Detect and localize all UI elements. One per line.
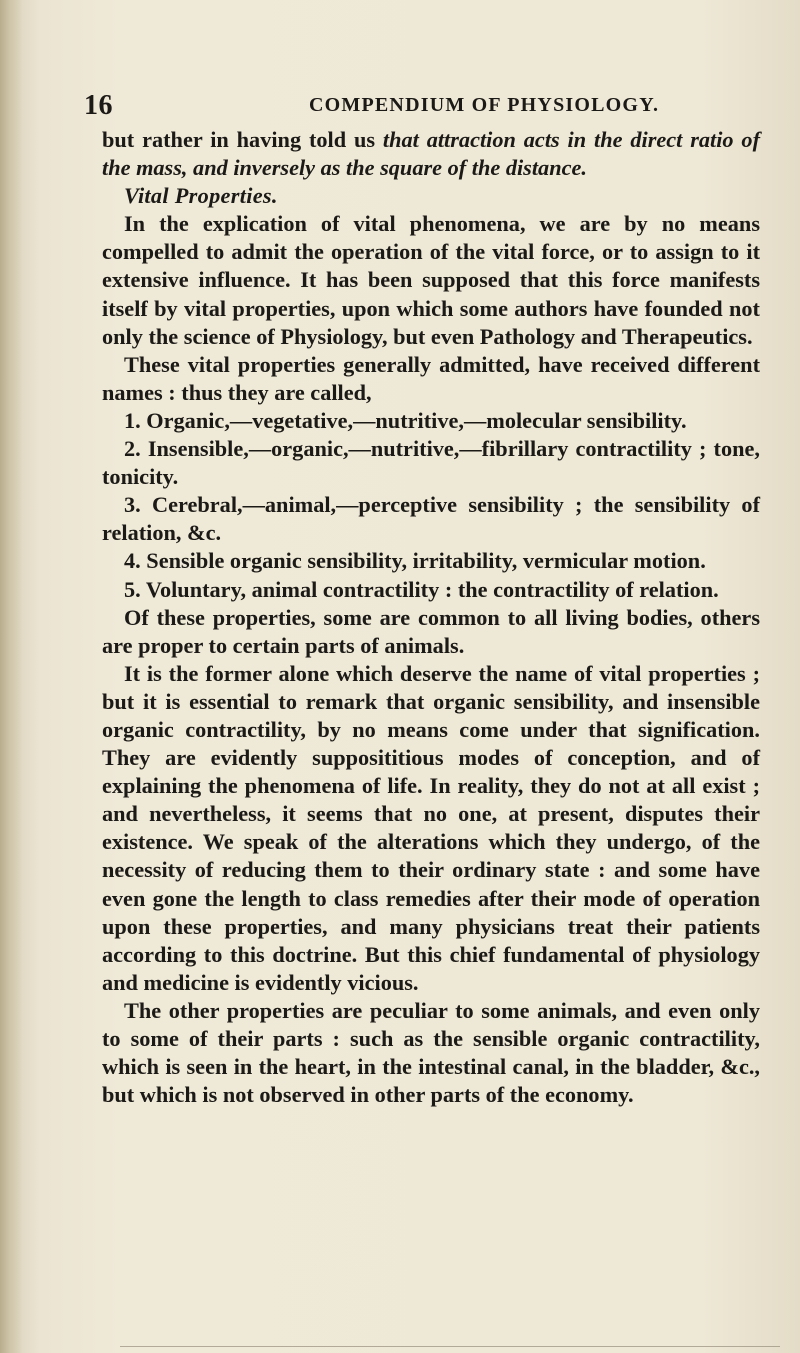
list-item: 3. Cerebral,—animal,—perceptive sensibility ; the sensibility of relation, &c. (102, 492, 760, 546)
section-heading: Vital Properties. (124, 183, 278, 209)
bottom-edge-line (120, 1346, 780, 1347)
page-number: 16 (84, 90, 113, 121)
body-text (102, 126, 760, 1109)
paragraph-common: Of these properties, some are common to all living bodies, others are proper to certain parts of animals. (102, 604, 760, 658)
list-item: 5. Voluntary, animal contractility : the contractility of relation. (124, 576, 719, 602)
opening-lead: but rather in having told us (102, 127, 383, 152)
paragraph-former: It is the former alone which deserve the name of vital properties ; but it is essential to remark that organic sensibility, and insensible organic contractility, by no means come under that signification. They are evidently supposititious modes of conception, and of explaining the phenomena of life. In reality, they do not at all exist ; and nevertheless, it seems that no one, at present, disputes their existence. We speak of the alterations which they undergo, of the necessity of reducing them to their ordinary state : and some have even gone the length to class remedies after their mode of operation upon these properties, and many physicians treat their patients according to this doctrine. But this chief fundamental of physiology and medicine is evidently vicious. (102, 660, 760, 995)
page-gutter-shadow (0, 0, 22, 1353)
list-item: 2. Insensible,—organic,—nutritive,—fibrillary contractility ; tone, tonicity. (102, 436, 760, 490)
list-item: 4. Sensible organic sensibility, irritability, vermicular motion. (124, 548, 706, 574)
paragraph-other: The other properties are peculiar to some animals, and even only to some of their parts : such as the sensible organic contractility, which is seen in the heart, in the intestinal canal, in the bladder, &c., but which is not observed in other parts of the economy. (102, 997, 760, 1108)
opening-paragraph (102, 126, 760, 182)
running-title: COMPENDIUM OF PHYSIOLOGY. (309, 94, 660, 116)
list-item: 1. Organic,—vegetative,—nutritive,—molecular sensibility. (124, 407, 687, 433)
paragraph-names: These vital properties generally admitted, have received different names : thus they are called, (102, 351, 760, 405)
paragraph-explication: In the explication of vital phenomena, we are by no means compelled to admit the operation of the vital force, or to assign to it extensive influence. It has been supposed that this force manifests itself by vital properties, upon which some authors have founded not only the science of Physiology, but even Pathology and Therapeutics. (102, 211, 760, 349)
opening-italic: that attraction acts in the direct ratio of the mass, and inversely as the square of the distance. (102, 127, 761, 181)
